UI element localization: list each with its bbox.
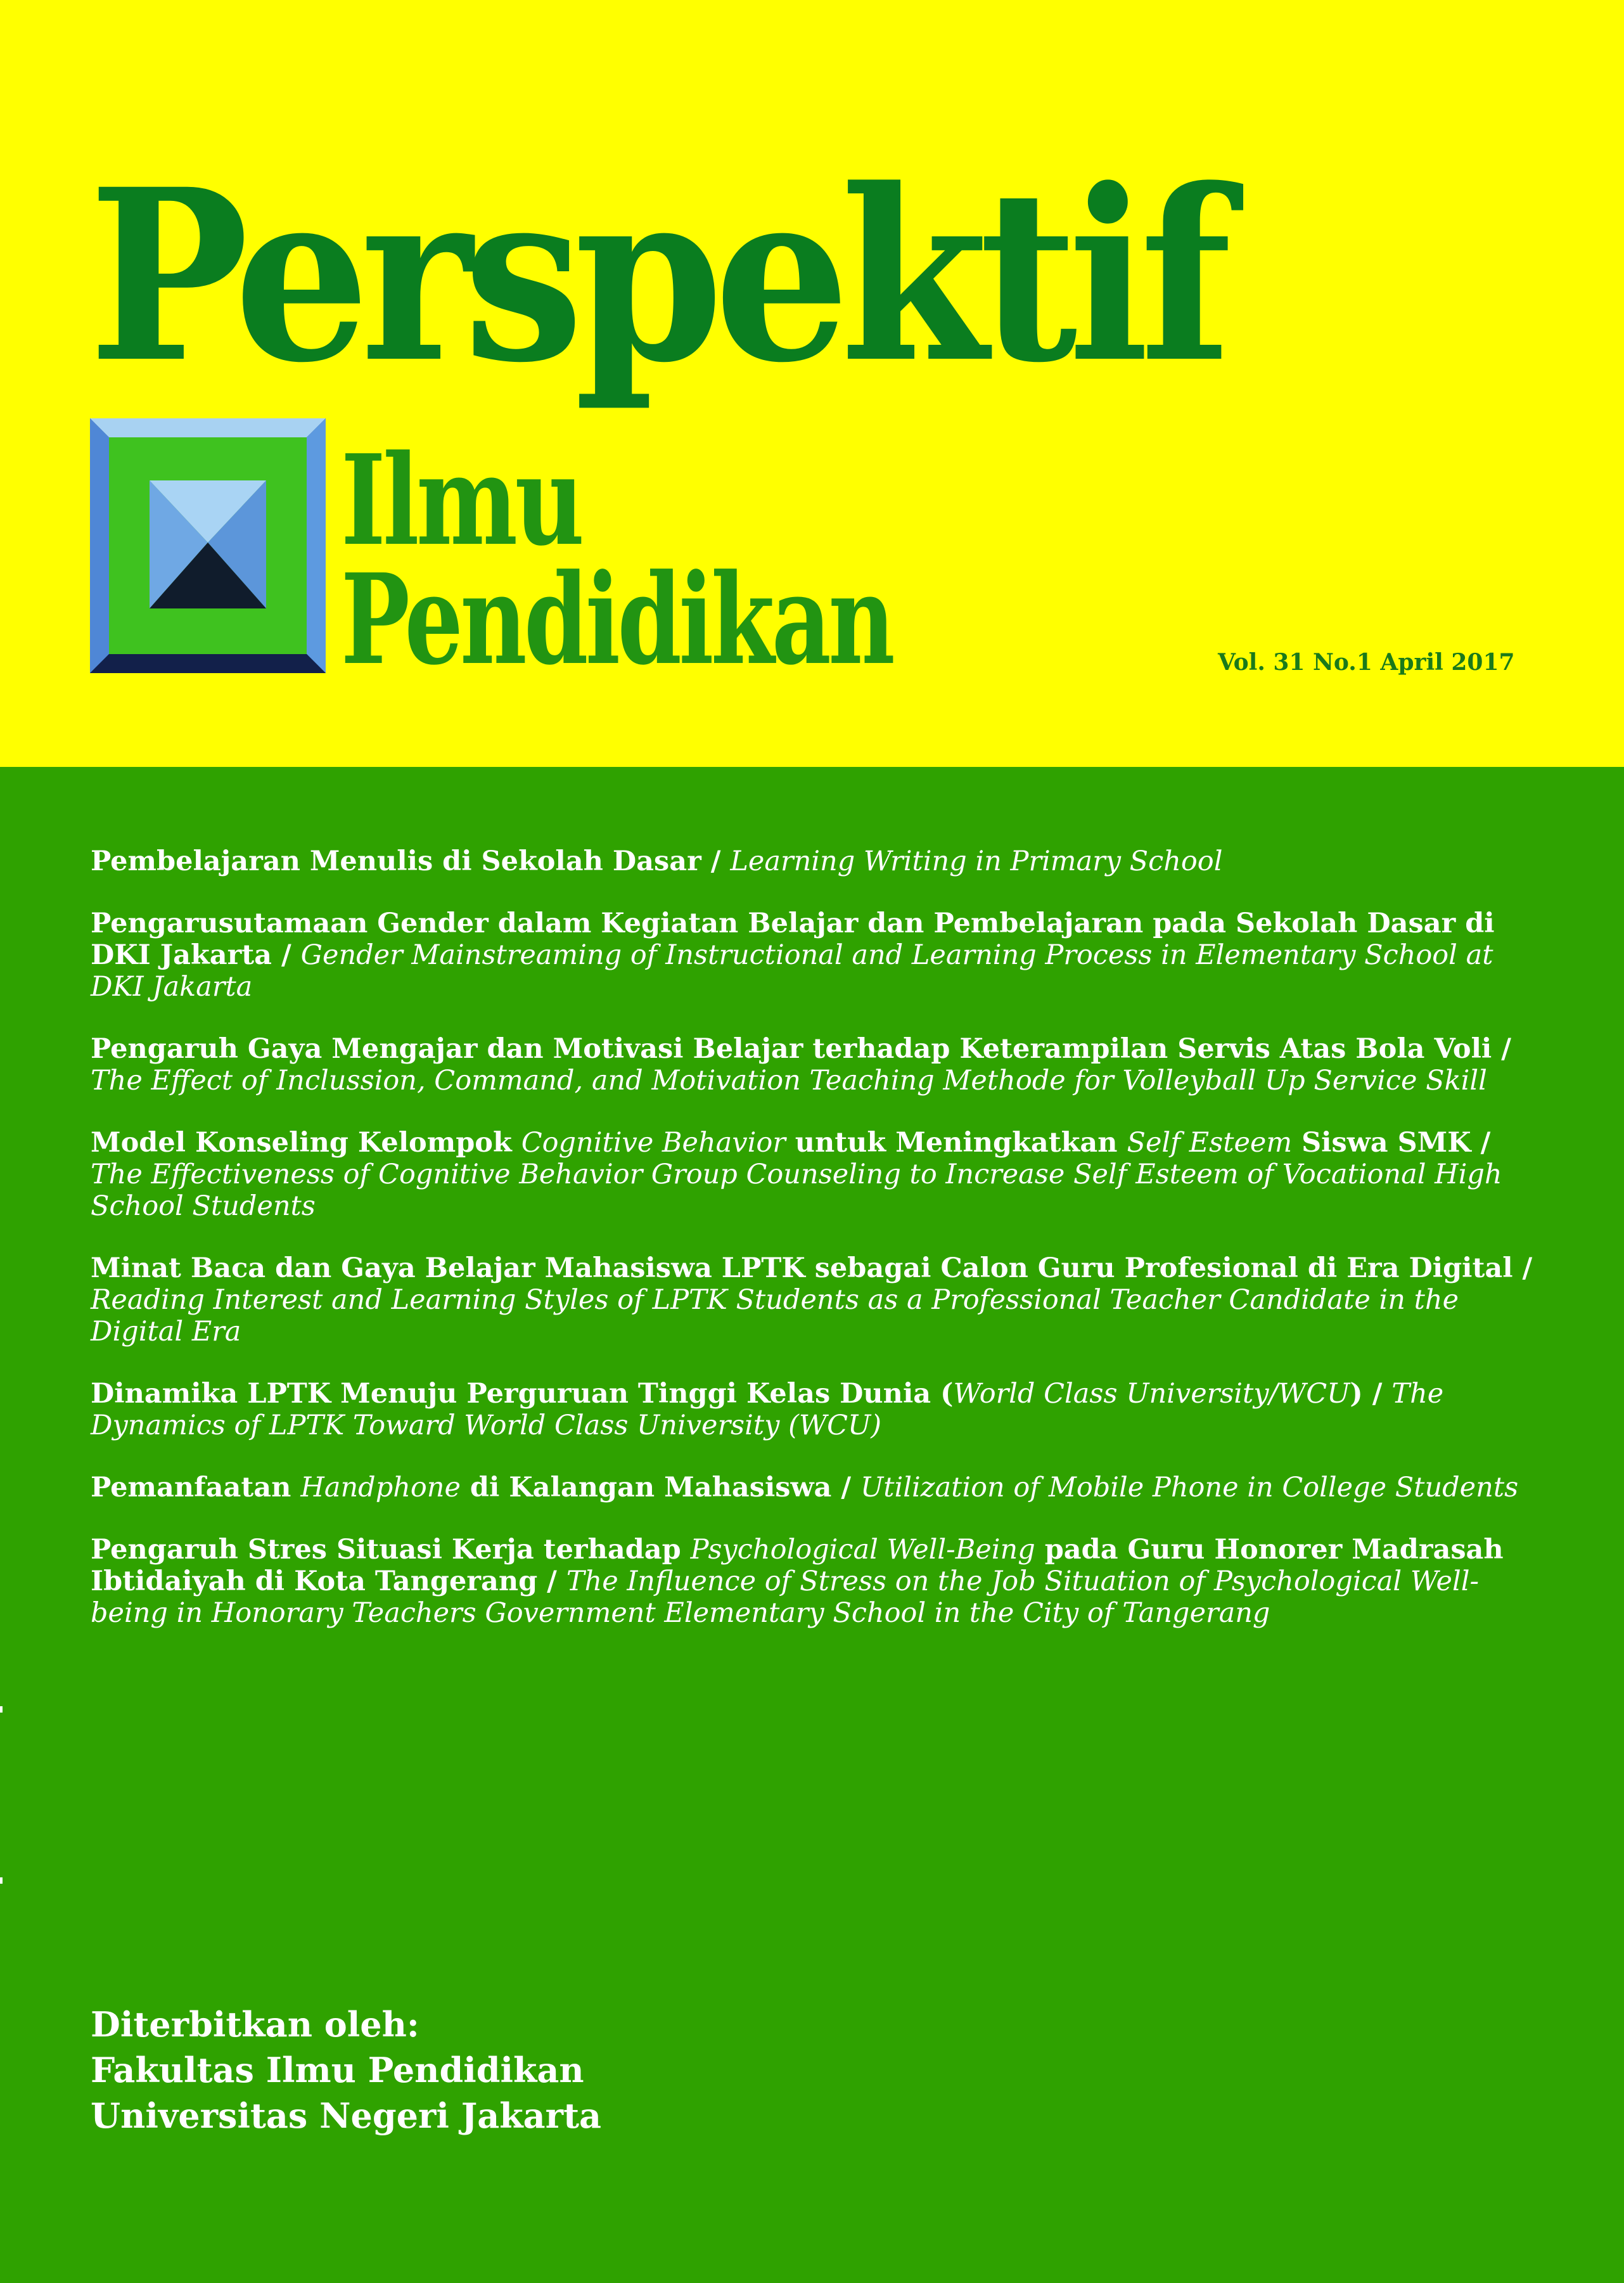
toc-entry-english-title: Learning Writing in Primary School bbox=[730, 846, 1223, 877]
toc-entry-indonesian-title: ) / bbox=[1350, 1378, 1392, 1410]
toc-entry-english-title: Self Esteem bbox=[1127, 1127, 1293, 1159]
journal-title: Perspektif bbox=[89, 138, 1223, 415]
toc-entry-english-title: The Effect of Inclussion, Command, and Motivation Teaching Methode for Volleyball Up Service Skill bbox=[91, 1065, 1487, 1096]
toc-entry-indonesian-title: Siswa SMK / bbox=[1292, 1127, 1491, 1159]
issue-label: Vol. 31 No.1 April 2017 bbox=[1218, 649, 1515, 676]
toc-entry-indonesian-title: Dinamika LPTK Menuju Perguruan Tinggi Kelas Dunia ( bbox=[91, 1378, 954, 1410]
toc-entry-english-title: Psychological Well-Being bbox=[690, 1534, 1035, 1566]
toc-entry-indonesian-title: Pengarusutamaan Gender dalam Kegiatan Belajar dan Pembelajaran pada Sekolah Dasar di DKI Jakarta / bbox=[91, 908, 1495, 971]
publisher-faculty: Fakultas Ilmu Pendidikan bbox=[91, 2050, 584, 2090]
toc-entry-indonesian-title: Minat Baca dan Gaya Belajar Mahasiswa LPTK sebagai Calon Guru Profesional di Era Digital / bbox=[91, 1252, 1533, 1284]
publisher-block bbox=[91, 2002, 601, 2138]
toc-entry-english-title: The Effectiveness of Cognitive Behavior Group Counseling to Increase Self Esteem of Vocational High School Students bbox=[91, 1159, 1502, 1222]
pyramid-square-logo-icon bbox=[90, 418, 326, 673]
toc-entry-english-title: The Influence of Stress on the Job Situation of Psychological Well-being in Honorary Teachers Government Elementary School in the City of Tangerang bbox=[91, 1566, 1479, 1629]
toc-entry-indonesian-title: Pengaruh Gaya Mengajar dan Motivasi Belajar terhadap Keterampilan Servis Atas Bola Voli / bbox=[91, 1033, 1511, 1065]
journal-subtitle-line2: Pendidikan bbox=[341, 547, 893, 693]
edge-mark bbox=[0, 1706, 3, 1713]
toc-entry-indonesian-title: Model Konseling Kelompok bbox=[91, 1127, 521, 1159]
toc-entry-indonesian-title: pada Guru Honorer Madrasah Ibtidaiyah di Kota Tangerang / bbox=[91, 1534, 1504, 1597]
toc-entry-english-title: Reading Interest and Learning Styles of LPTK Students as a Professional Teacher Candidate in the Digital Era bbox=[91, 1284, 1459, 1347]
toc-entry-english-title: The Dynamics of LPTK Toward World Class University (WCU) bbox=[91, 1378, 1444, 1441]
toc-entry bbox=[91, 1472, 1535, 1503]
toc-entry-english-title: Handphone bbox=[300, 1472, 461, 1503]
edge-mark bbox=[0, 1877, 3, 1884]
toc-entry-indonesian-title: Pengaruh Stres Situasi Kerja terhadap bbox=[91, 1534, 691, 1566]
publisher-label: Diterbitkan oleh: bbox=[91, 2004, 419, 2045]
toc-entry-indonesian-title: di Kalangan Mahasiswa / bbox=[460, 1472, 861, 1503]
toc-entry-english-title: Utilization of Mobile Phone in College Students bbox=[860, 1472, 1519, 1503]
publisher-university: Universitas Negeri Jakarta bbox=[91, 2095, 602, 2136]
toc-entry-indonesian-title: Pembelajaran Menulis di Sekolah Dasar / bbox=[91, 846, 731, 877]
toc-entry-indonesian-title: untuk Meningkatkan bbox=[785, 1127, 1127, 1159]
toc-entry-english-title: World Class University/WCU bbox=[953, 1378, 1350, 1410]
toc-entry bbox=[91, 1127, 1535, 1222]
toc-entry bbox=[91, 846, 1535, 877]
toc-entry-english-title: Gender Mainstreaming of Instructional and Learning Process in Elementary School at DKI Jakarta bbox=[91, 939, 1493, 1003]
toc-entry bbox=[91, 1252, 1535, 1347]
toc-entry bbox=[91, 1033, 1535, 1096]
toc-entry bbox=[91, 908, 1535, 1003]
toc-entry-english-title: Cognitive Behavior bbox=[521, 1127, 786, 1159]
toc-entry bbox=[91, 1378, 1535, 1441]
toc-entry bbox=[91, 1534, 1535, 1629]
journal-subtitle-line1: Ilmu bbox=[341, 428, 582, 574]
toc-entry-indonesian-title: Pemanfaatan bbox=[91, 1472, 301, 1503]
table-of-contents bbox=[91, 846, 1535, 1659]
